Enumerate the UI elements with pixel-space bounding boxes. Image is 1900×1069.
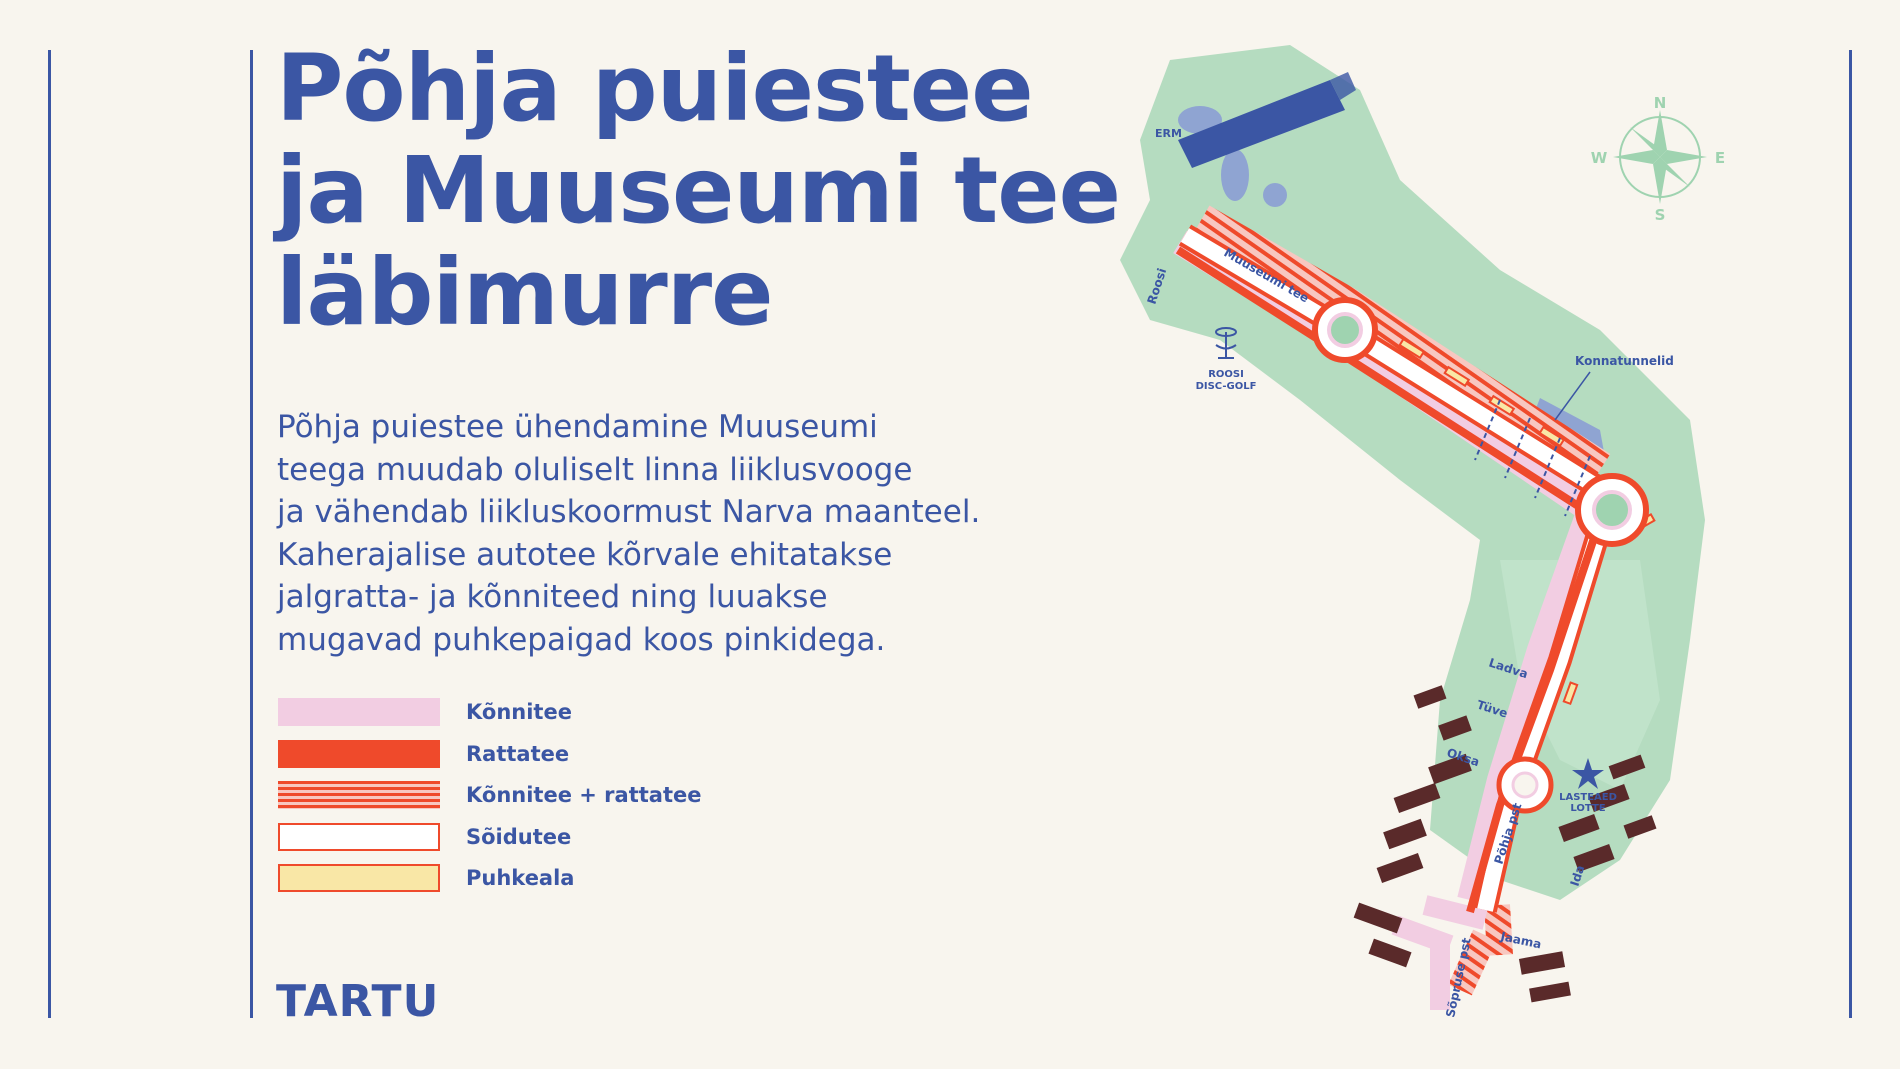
title-line-1: Põhja puiestee — [276, 35, 1033, 142]
legend-label: Puhkeala — [466, 866, 575, 890]
rest-area-swatch — [278, 864, 440, 892]
roadway-swatch — [278, 823, 440, 851]
street-label-ida: Ida — [1567, 863, 1588, 888]
description-line: Põhja puiestee ühendamine Muuseumi — [277, 409, 878, 445]
compass-east: E — [1714, 149, 1726, 167]
compass-west: W — [1590, 149, 1608, 167]
title-line-3: läbimurre — [276, 239, 773, 346]
street-label-roosi: Roosi — [1144, 266, 1170, 306]
compass-south: S — [1654, 206, 1666, 224]
pond — [1263, 183, 1287, 207]
map-label-kindergarten: LOTTE — [1570, 803, 1606, 814]
roundabout — [1513, 773, 1537, 797]
description-line: teega muudab oluliselt linna liiklusvooge — [277, 451, 913, 488]
route-map — [1080, 20, 1760, 1040]
street-label-tuve: Tüve — [1475, 697, 1510, 721]
description-line: jalgratta- ja kõnniteed ning luuakse — [277, 579, 828, 615]
street-label-muuseumi-tee: Muuseumi tee — [1221, 245, 1312, 306]
map-label-erm: ERM — [1155, 127, 1182, 140]
legend-label: Sõidutee — [466, 824, 572, 849]
map-label-kindergarten: LASTEAED — [1559, 792, 1617, 803]
pond — [1221, 149, 1249, 201]
legend-label: Rattatee — [466, 741, 570, 766]
map-label-disc-golf: DISC-GOLF — [1195, 381, 1257, 392]
description-line: mugavad puhkepaigad koos pinkidega. — [277, 621, 886, 658]
title-line-2: ja Muuseumi tee — [276, 137, 1121, 244]
walkway-swatch — [278, 698, 440, 726]
street-label-ladva: Ladva — [1487, 655, 1530, 682]
compass-north: N — [1653, 94, 1667, 112]
right-border-line — [1849, 50, 1852, 1018]
legend-label: Kõnnitee + rattatee — [466, 783, 702, 807]
tartu-logo: TARTU — [276, 976, 440, 1027]
map-label-konnatunnelid: Konnatunnelid — [1575, 354, 1674, 368]
description — [277, 406, 1037, 661]
street-label-pohja-pst: Põhja pst — [1491, 801, 1525, 866]
legend-label: Kõnnitee — [466, 700, 572, 724]
title-accent-line — [250, 50, 253, 1018]
roundabout — [1594, 492, 1630, 528]
street-label-jaama: Jaama — [1499, 929, 1543, 952]
description-line: Kaherajalise autotee kõrvale ehitatakse — [277, 536, 893, 573]
map-label-disc-golf: ROOSI — [1208, 369, 1244, 380]
shared-path-swatch — [278, 781, 440, 809]
description-line: ja vähendab liikluskoormust Narva maanteel. — [277, 494, 981, 530]
street-label-oksa: Oksa — [1445, 745, 1482, 770]
left-border-line — [48, 50, 51, 1018]
roundabout — [1329, 314, 1361, 346]
street-label-sopruse-pst: Sõpruse pst — [1443, 936, 1474, 1019]
compass-rose — [1613, 110, 1707, 204]
page-title — [276, 35, 1121, 346]
bike-path-swatch — [278, 740, 440, 768]
